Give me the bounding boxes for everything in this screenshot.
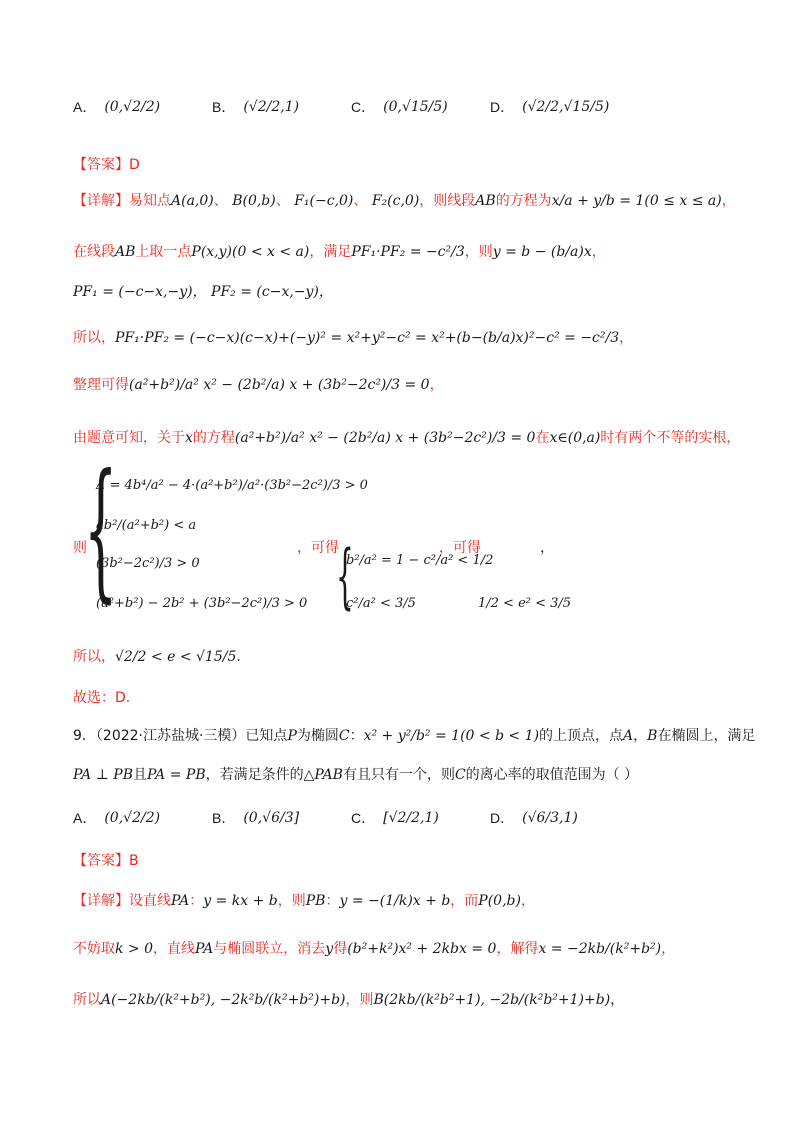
math: y = kx + b [203, 893, 278, 909]
math: (a²+b²)/a² x² − (2b²/a) x + (3b²−2c²)/3 = 0 [129, 377, 430, 393]
option-value: (0,√6/3] [243, 810, 300, 826]
math: B [647, 728, 658, 744]
text: ， [429, 377, 444, 393]
text: ： [325, 893, 340, 909]
math: P [287, 728, 297, 744]
q9-option-c [351, 808, 439, 828]
left-brace-icon: { [84, 443, 118, 617]
q8-option-c [351, 97, 448, 117]
option-value: (0,√15/5) [383, 99, 448, 115]
math: y [325, 941, 334, 957]
kede-2: ，可得 [439, 540, 481, 556]
text: ，满足 [309, 244, 352, 260]
text: 且 [133, 767, 148, 783]
option-label: C． [351, 810, 376, 826]
math: (a²+b²)/a² x² − (2b²/a) x + (3b²−2c²)/3 = 0 [234, 430, 536, 446]
option-label: C． [351, 99, 376, 115]
option-value: (√2/2,1) [243, 99, 300, 115]
text: 在椭圆上，满足 [657, 728, 756, 744]
q9-detail-line-1 [73, 893, 535, 910]
text: ， [619, 330, 634, 346]
math: B(0,b) [232, 193, 276, 209]
system-ze: 则 [73, 540, 87, 556]
text: . [236, 649, 241, 665]
q9-stem-line-1 [73, 728, 755, 745]
option-value: (0,√2/2) [104, 99, 161, 115]
q9-detail-line-2 [73, 941, 675, 958]
text: ，若满足条件的△ [205, 767, 315, 783]
math: x [185, 430, 193, 446]
text: 整理可得 [73, 377, 129, 393]
option-label: A． [73, 99, 97, 115]
text: ， [633, 728, 648, 744]
text: ， [520, 893, 535, 909]
math: P(0,b) [478, 893, 521, 909]
q8-option-b [212, 97, 299, 117]
option-label: B． [212, 810, 236, 826]
option-value: (√2/2,√15/5) [522, 99, 610, 115]
system-row-2: ab²/(a²+b²) < a [96, 518, 197, 533]
system-row-1: Δ = 4b⁴/a² − 4·(a²+b²)/a²·(3b²−2c²)/3 > 0 [96, 478, 368, 493]
math: B(2kb/(k²b²+1), −2b/(k²b²+1)+b) [373, 992, 611, 1008]
text: 、 [353, 193, 368, 209]
text: ： [189, 893, 204, 909]
math: x = −2kb/(k²+b²) [538, 941, 662, 957]
text: 的离心率的取值范围为（ ） [465, 767, 639, 783]
math: F₂(c,0) [371, 193, 420, 209]
q8-detail-line-3: PF₁ = (−c−x,−y)， PF₂ = (c−x,−y)， [73, 284, 333, 300]
math: x∈(0,a) [549, 430, 601, 446]
q9-detail-line-3 [73, 992, 624, 1009]
text: 9．（2022·江苏盐城·三模）已知点 [73, 728, 288, 744]
q8-detail-line-2 [73, 244, 606, 261]
option-label: D． [490, 99, 515, 115]
math: x/a + y/b = 1(0 ≤ x ≤ a) [551, 193, 722, 209]
text: 由题意可知，关于 [73, 430, 185, 446]
text: 所以， [73, 330, 115, 346]
q9-answer: 【答案】B [73, 853, 139, 869]
math: √2/2 < e < √15/5 [115, 649, 237, 665]
option-label: A． [73, 810, 97, 826]
text: 不妨取 [73, 941, 115, 957]
result-range: 1/2 < e² < 3/5 [478, 596, 572, 611]
text: 在线段 [73, 244, 115, 260]
math: A(−2kb/(k²+b²), −2k²b/(k²+b²)+b) [101, 992, 346, 1008]
option-value: (√6/3,1) [522, 810, 578, 826]
q8-detail-line-6 [73, 430, 740, 447]
q8-choice: 故选：D. [73, 690, 131, 706]
text: ，直线 [153, 941, 196, 957]
text: ，解得 [496, 941, 539, 957]
q9-option-d [490, 808, 578, 828]
q8-option-a [73, 97, 160, 117]
text: 时有两个不等的实根， [600, 430, 741, 446]
math: PF₁·PF₂ = −c²/3 [351, 244, 465, 260]
text: 为椭圆 [296, 728, 339, 744]
math: y = −(1/k)x + b [339, 893, 451, 909]
q9-stem-line-2 [73, 767, 638, 784]
math: AB [115, 244, 136, 260]
text: ，则 [277, 893, 306, 909]
comma: ， [540, 540, 554, 556]
math: C [338, 728, 350, 744]
system2-row-1: b²/a² = 1 − c²/a² < 1/2 [346, 553, 494, 568]
text: 所以， [73, 649, 115, 665]
math: PA = PB [147, 767, 206, 783]
q8-detail-line-8 [73, 649, 241, 666]
q8-detail-line-1 [73, 193, 736, 210]
option-label: D． [490, 810, 515, 826]
q9-option-b [212, 808, 299, 828]
math: PF₁·PF₂ = (−c−x)(c−x)+(−y)² = x²+y²−c² = x²+(b−(b/a)x)²−c² = −c²/3 [115, 330, 620, 346]
text: 的上顶点，点 [539, 728, 624, 744]
text: 、 [275, 193, 290, 209]
text: 、 [213, 193, 228, 209]
math: A [623, 728, 634, 744]
math: y = b − (b/a)x [492, 244, 592, 260]
math: (b²+k²)x² + 2kbx = 0 [347, 941, 497, 957]
math: AB [475, 193, 496, 209]
math: x² + y²/b² = 1(0 < b < 1) [363, 728, 540, 744]
system-row-4: (a²+b²) − 2b² + (3b²−2c²)/3 > 0 [96, 596, 308, 611]
text: ， [661, 941, 676, 957]
text: 所以 [73, 992, 101, 1008]
text: 【详解】设直线 [73, 893, 171, 909]
option-label: B． [212, 99, 236, 115]
kede-1: ，可得 [297, 540, 339, 556]
text: ， [591, 244, 606, 260]
text: 有且只有一个，则 [342, 767, 455, 783]
text: 的方程为 [495, 193, 552, 209]
math: PA [195, 941, 214, 957]
text: ， [721, 193, 736, 209]
math: PB [305, 893, 326, 909]
math: PAB [314, 767, 343, 783]
math: PA ⊥ PB [73, 767, 134, 783]
math: P(x,y)(0 < x < a) [191, 244, 310, 260]
option-value: (0,√2/2) [104, 810, 161, 826]
system2-row-2: c²/a² < 3/5 [346, 596, 416, 611]
q9-option-a [73, 808, 160, 828]
text: ，则线段 [419, 193, 476, 209]
math: F₁(−c,0) [294, 193, 354, 209]
text: ： [349, 728, 364, 744]
text: 与椭圆联立，消去 [213, 941, 326, 957]
q8-detail-line-5 [73, 377, 444, 394]
math: C [454, 767, 466, 783]
text: 上取一点 [135, 244, 192, 260]
text: 的方程 [192, 430, 235, 446]
q8-option-d [490, 97, 609, 117]
text: 【详解】易知点 [73, 193, 171, 209]
text: ， [610, 992, 625, 1008]
q8-answer: 【答案】D [73, 157, 140, 173]
left-brace-icon: { [336, 535, 354, 617]
text: ，则 [464, 244, 493, 260]
text: 得 [333, 941, 348, 957]
math: k > 0 [115, 941, 154, 957]
text: 在 [535, 430, 550, 446]
q8-detail-line-4 [73, 330, 633, 347]
system-row-3: (3b²−2c²)/3 > 0 [96, 556, 200, 571]
math: A(a,0) [171, 193, 214, 209]
math: PA [171, 893, 190, 909]
text: ，而 [450, 893, 479, 909]
text: ，则 [345, 992, 374, 1008]
option-value: [√2/2,1) [383, 810, 439, 826]
